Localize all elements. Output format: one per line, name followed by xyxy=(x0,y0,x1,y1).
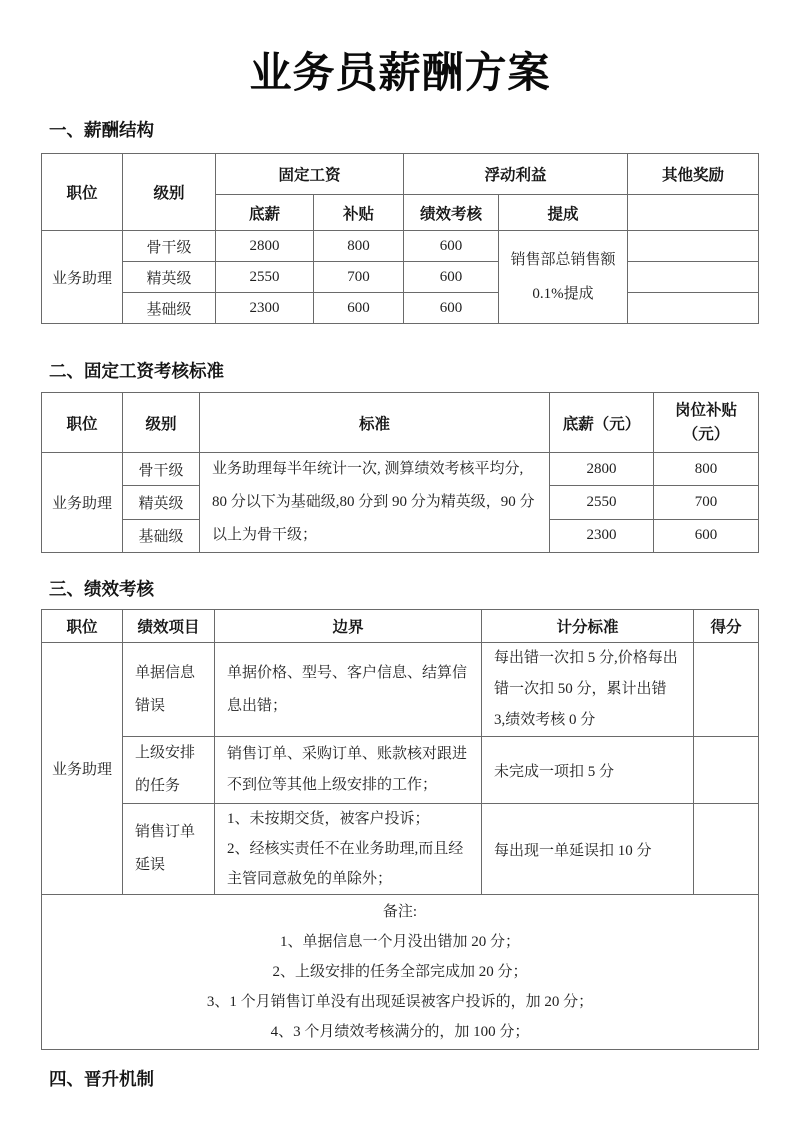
table1-position-value: 业务助理 xyxy=(42,231,123,324)
table2-header-base: 底薪（元） xyxy=(550,393,654,453)
commission-line-1: 销售部总销售额 xyxy=(510,252,616,268)
table1-other-reward-cell xyxy=(628,293,759,324)
table2-base-cell: 2800 xyxy=(550,453,654,486)
table3-item-cell: 上级安排的任务 xyxy=(123,737,215,804)
table2-header-standard: 标准 xyxy=(200,393,550,453)
post-subsidy-line-2: （元） xyxy=(682,425,730,443)
table3-position-value: 业务助理 xyxy=(42,643,123,895)
table3-score-cell xyxy=(694,737,759,804)
table1-subsidy-cell: 800 xyxy=(314,231,404,262)
table1-base-cell: 2550 xyxy=(216,262,314,293)
table1-performance-cell: 600 xyxy=(404,231,499,262)
table3-notes-row xyxy=(42,895,759,1050)
table1-subsidy-cell: 600 xyxy=(314,293,404,324)
section-heading-promotion: 四、晋升机制 xyxy=(49,1069,154,1089)
notes-item-2: 2、上级安排的任务全部完成加 20 分； xyxy=(272,964,528,980)
table1-header-row-1 xyxy=(42,154,759,195)
table1-header-commission: 提成 xyxy=(499,195,628,231)
table3-scoring-cell: 每出错一次扣 5 分,价格每出错一次扣 50 分，累计出错 3,绩效考核 0 分 xyxy=(482,643,694,737)
table2-level-cell: 精英级 xyxy=(123,486,200,519)
table1-other-reward-cell xyxy=(628,231,759,262)
table1-base-cell: 2300 xyxy=(216,293,314,324)
table3-boundary-cell: 销售订单、采购订单、账款核对跟进不到位等其他上级安排的工作； xyxy=(215,737,482,804)
performance-review-table xyxy=(41,609,759,1050)
table3-header-position: 职位 xyxy=(42,610,123,643)
table2-position-value: 业务助理 xyxy=(42,453,123,553)
table2-level-cell: 骨干级 xyxy=(123,453,200,486)
table2-level-cell: 基础级 xyxy=(123,519,200,552)
table1-header-fixed-salary: 固定工资 xyxy=(216,154,404,195)
table1-header-level: 级别 xyxy=(123,154,216,231)
table3-header-boundary: 边界 xyxy=(215,610,482,643)
table1-header-floating-benefit: 浮动利益 xyxy=(404,154,628,195)
table3-score-cell xyxy=(694,643,759,737)
table2-header-post-subsidy xyxy=(654,393,759,453)
notes-label: 备注: xyxy=(382,904,418,920)
table1-level-cell: 骨干级 xyxy=(123,231,216,262)
table1-header-position: 职位 xyxy=(42,154,123,231)
notes-item-3: 3、1 个月销售订单没有出现延误被客户投诉的，加 20 分； xyxy=(206,994,594,1010)
table1-commission-cell xyxy=(499,231,628,324)
table3-score-cell xyxy=(694,804,759,895)
boundary-line-1: 1、未按期交货，被客户投诉； xyxy=(227,811,430,827)
table3-boundary-cell: 单据价格、型号、客户信息、结算信息出错； xyxy=(215,643,482,737)
table3-scoring-cell: 未完成一项扣 5 分 xyxy=(482,737,694,804)
table3-scoring-cell: 每出现一单延误扣 10 分 xyxy=(482,804,694,895)
table2-header-position: 职位 xyxy=(42,393,123,453)
table2-base-cell: 2300 xyxy=(550,519,654,552)
table3-row-order-delay xyxy=(42,804,759,895)
table1-header-subsidy: 补贴 xyxy=(314,195,404,231)
table3-item-cell: 销售订单延误 xyxy=(123,804,215,895)
notes-item-4: 4、3 个月绩效考核满分的，加 100 分； xyxy=(270,1024,530,1040)
section-heading-salary-structure: 一、薪酬结构 xyxy=(49,120,154,140)
table3-header-scoring: 计分标准 xyxy=(482,610,694,643)
table1-base-cell: 2800 xyxy=(216,231,314,262)
table1-other-reward-cell xyxy=(628,262,759,293)
table2-header-row xyxy=(42,393,759,453)
table2-header-level: 级别 xyxy=(123,393,200,453)
table2-row-backbone xyxy=(42,453,759,486)
table1-row-elite xyxy=(42,262,759,293)
table1-row-backbone xyxy=(42,231,759,262)
section-heading-fixed-salary-standard: 二、固定工资考核标准 xyxy=(49,361,224,381)
table1-level-cell: 精英级 xyxy=(123,262,216,293)
table2-subsidy-cell: 600 xyxy=(654,519,759,552)
table1-header-other-reward-empty xyxy=(628,195,759,231)
salary-structure-table xyxy=(41,153,759,324)
table1-row-basic xyxy=(42,293,759,324)
table2-base-cell: 2550 xyxy=(550,486,654,519)
table3-header-score: 得分 xyxy=(694,610,759,643)
table2-subsidy-cell: 800 xyxy=(654,453,759,486)
table3-header-row xyxy=(42,610,759,643)
table1-subsidy-cell: 700 xyxy=(314,262,404,293)
table3-header-item: 绩效项目 xyxy=(123,610,215,643)
notes-item-1: 1、单据信息一个月没出错加 20 分； xyxy=(279,934,520,950)
table1-header-base-salary: 底薪 xyxy=(216,195,314,231)
table2-standard-cell: 业务助理每半年统计一次, 测算绩效考核平均分, 80 分以下为基础级,80 分到 90 分为精英级，90 分以上为骨干级； xyxy=(200,453,550,553)
table2-subsidy-cell: 700 xyxy=(654,486,759,519)
table1-performance-cell: 600 xyxy=(404,293,499,324)
section-heading-performance-review: 三、绩效考核 xyxy=(49,579,154,599)
table3-row-document-errors xyxy=(42,643,759,737)
table1-level-cell: 基础级 xyxy=(123,293,216,324)
table3-boundary-cell xyxy=(215,804,482,895)
table3-item-cell: 单据信息错误 xyxy=(123,643,215,737)
table1-performance-cell: 600 xyxy=(404,262,499,293)
boundary-line-2: 2、经核实责任不在业务助理,而且经主管同意赦免的单除外； xyxy=(227,841,464,887)
fixed-salary-standard-table xyxy=(41,392,759,553)
table1-header-performance: 绩效考核 xyxy=(404,195,499,231)
post-subsidy-line-1: 岗位补贴 xyxy=(674,401,737,419)
commission-line-2: 0.1%提成 xyxy=(532,286,594,302)
table3-row-assigned-tasks xyxy=(42,737,759,804)
table1-header-other-reward: 其他奖励 xyxy=(628,154,759,195)
notes-cell xyxy=(42,895,759,1050)
document-title: 业务员薪酬方案 xyxy=(249,49,551,96)
